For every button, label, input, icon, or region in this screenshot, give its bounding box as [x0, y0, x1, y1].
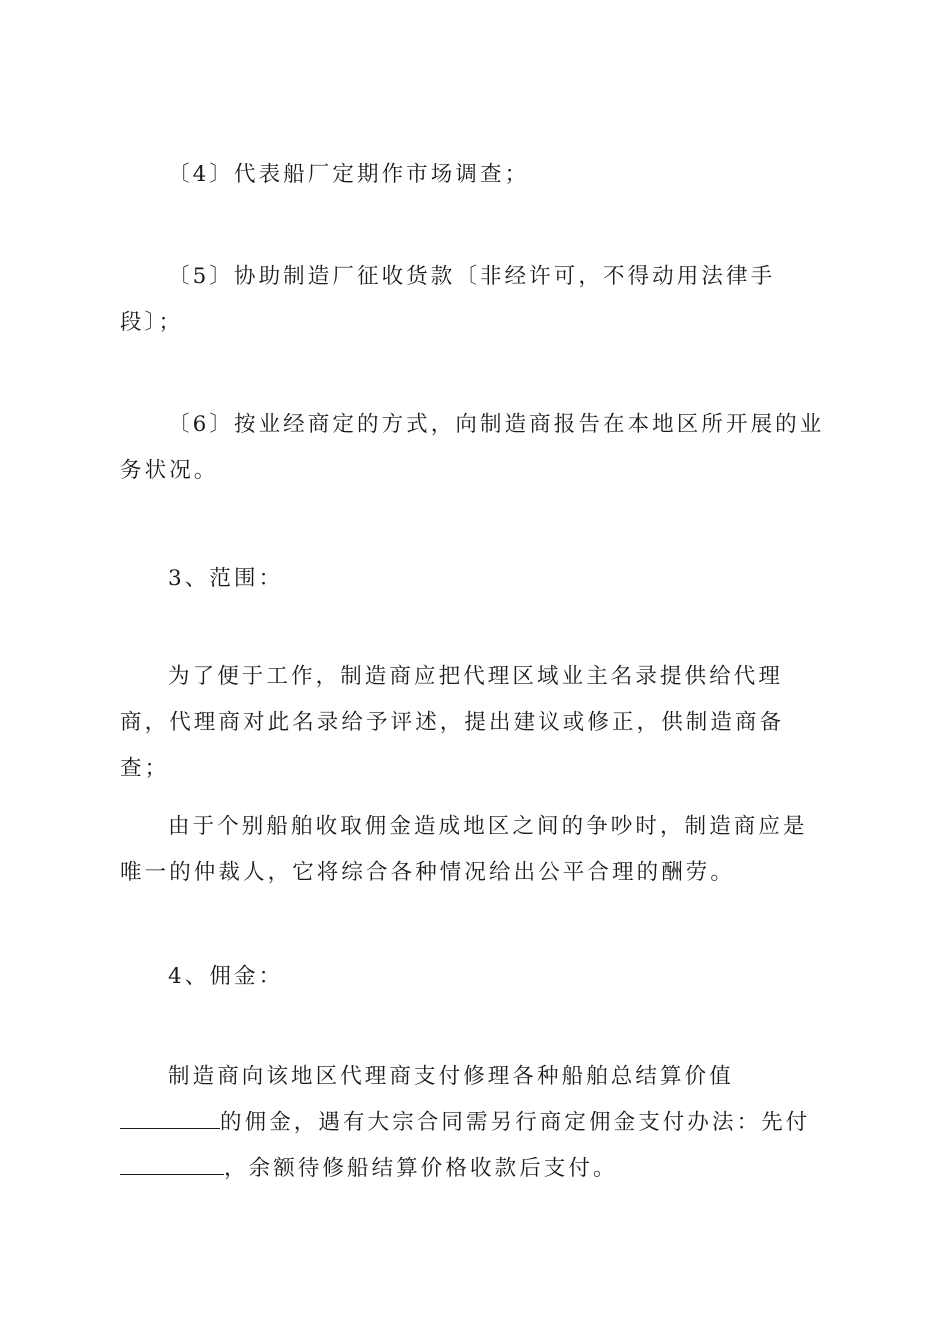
scope-paragraph-2: 由于个别船舶收取佣金造成地区之间的争吵时，制造商应是唯一的仲裁人，它将综合各种情况给出公平合理的酬劳。 [120, 814, 808, 885]
commission-text-part-2: 的佣金，遇有大宗合同需另行商定佣金支付办法：先付 [220, 1110, 811, 1135]
scope-paragraph-1: 为了便于工作，制造商应把代理区域业主名录提供给代理商，代理商对此名录给予评述，提出建议或修正，供制造商备查； [120, 664, 785, 781]
section-4-heading: 4、佣金： [168, 964, 284, 989]
commission-text-part-1: 制造商向该地区代理商支付修理各种船舶总结算价值 [168, 1064, 734, 1089]
commission-paragraph [120, 1054, 832, 1192]
commission-rate-blank [120, 1105, 220, 1129]
section-3-heading: 3、范围： [168, 566, 284, 591]
clause-5-paragraph: 〔5〕协助制造厂征收货款〔非经许可，不得动用法律手段〕； [120, 264, 776, 335]
advance-payment-blank [120, 1151, 224, 1175]
clause-4-paragraph: 〔4〕代表船厂定期作市场调查； [168, 162, 530, 187]
clause-6-paragraph: 〔6〕按业经商定的方式，向制造商报告在本地区所开展的业务状况。 [120, 412, 825, 483]
commission-text-part-3: ，余额待修船结算价格收款后支付。 [224, 1156, 618, 1181]
